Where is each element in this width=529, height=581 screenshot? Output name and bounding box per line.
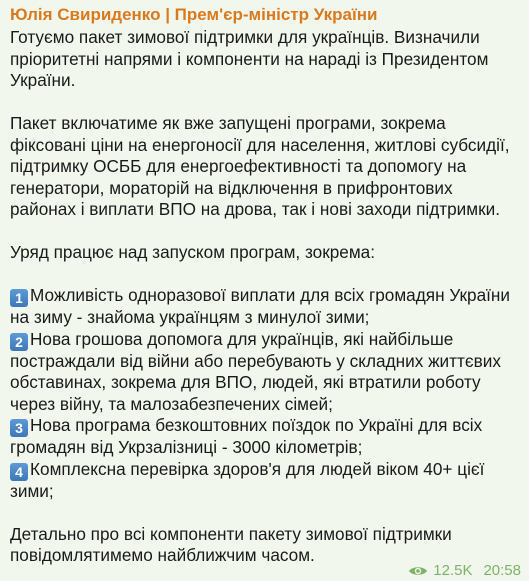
list-item — [10, 285, 519, 329]
channel-name[interactable]: Юлія Свириденко | Прем'єр-міністр України — [10, 5, 378, 24]
keycap-digit-icon: 3 — [10, 419, 28, 437]
list-item — [10, 459, 519, 503]
message-paragraph: Детально про всі компоненти пакету зимової підтримки повідомлятимемо найближчим часом. — [10, 523, 452, 565]
paragraph-gap — [10, 502, 519, 524]
message-paragraph: Уряд працює над запуском програм, зокрема: — [10, 242, 375, 262]
message-text — [10, 27, 519, 567]
list-item-text: Можливість одноразової виплати для всіх громадян України на зиму - знайома українцям з минулої зими; — [10, 285, 510, 327]
list-item — [10, 415, 519, 459]
keycap-digit-icon: 2 — [10, 333, 28, 351]
keycap-digit-icon: 1 — [10, 289, 28, 307]
eye-icon — [408, 565, 428, 577]
message-time: 20:58 — [483, 562, 521, 579]
message-footer — [408, 562, 521, 579]
paragraph-gap — [10, 92, 519, 114]
list-item-text: Нова програма безкоштовних поїздок по Україні для всіх громадян від Укрзалізниці - 3000 кілометрів; — [10, 415, 483, 457]
message-paragraph: Пакет включатиме як вже запущені програми, зокрема фіксовані ціни на енергоносії для населення, житлові субсидії, підтримку ОСББ для енергоефективності та допомогу на генератори, мораторій на відключення в прифронтових районах і виплати ВПО на дрова, так і нові заходи підтримки. — [10, 113, 510, 219]
message-paragraph: Готуємо пакет зимової підтримки для українців. Визначили пріоритетні напрями і компоненти на нараді із Президентом України. — [10, 27, 489, 90]
list-item-text: Нова грошова допомога для українців, які найбільше постраждали від війни або перебувають у складних життєвих обставинах, зокрема для ВПО, людей, які втратили роботу через війну, та малозабезпечених сімей; — [10, 328, 502, 414]
views-count: 12.5K — [433, 562, 473, 579]
list-item — [10, 329, 519, 416]
list-item-text: Комплексна перевірка здоров'я для людей віком 40+ цієї зими; — [10, 458, 485, 501]
paragraph-gap — [10, 221, 519, 243]
program-list — [10, 285, 519, 502]
keycap-digit-icon: 4 — [10, 463, 28, 481]
paragraph-gap — [10, 264, 519, 286]
